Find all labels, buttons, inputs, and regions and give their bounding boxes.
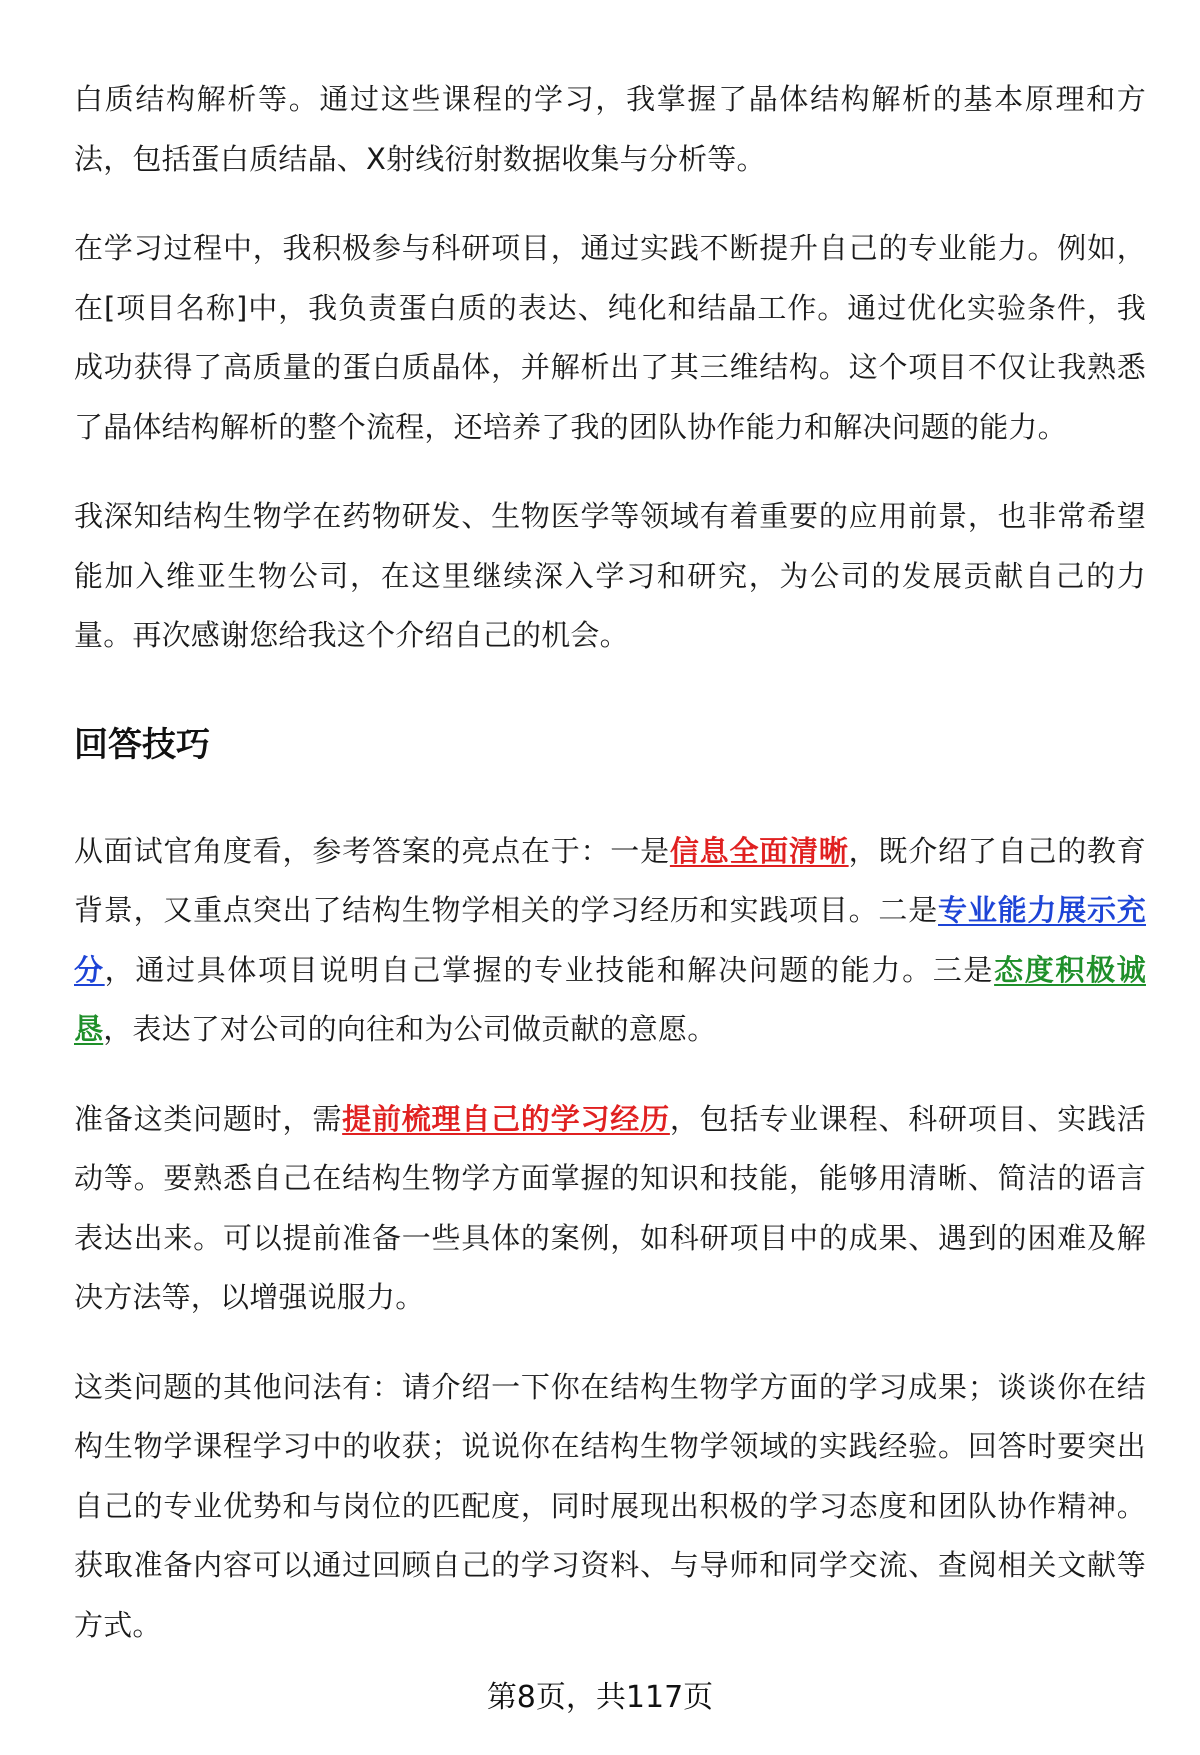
paragraph-tip-highlights	[74, 822, 1146, 1060]
paragraph-project: 在学习过程中，我积极参与科研项目，通过实践不断提升自己的专业能力。例如，在[项目名称]中，我负责蛋白质的表达、纯化和结晶工作。通过优化实验条件，我成功获得了高质量的蛋白质晶体，并解析出了其三维结构。这个项目不仅让我熟悉了晶体结构解析的整个流程，还培养了我的团队协作能力和解决问题的能力。	[74, 231, 1146, 444]
tip-text: 从面试官角度看，参考答案的亮点在于：一是	[74, 833, 670, 868]
tip-text: ，通过具体项目说明自己掌握的专业技能和解决问题的能力。三是	[104, 952, 995, 987]
tip-text: 准备这类问题时，需	[74, 1101, 343, 1136]
tip-text: ，包括专业课程、科研项目、实践活动等。要熟悉自己在结构生物学方面掌握的知识和技能，能够用清晰、简洁的语言表达出来。可以提前准备一些具体的案例，如科研项目中的成果、遇到的困难及解决方法等，以增强说服力。	[74, 1101, 1146, 1314]
paragraph-tip-variants: 这类问题的其他问法有：请介绍一下你在结构生物学方面的学习成果；谈谈你在结构生物学课程学习中的收获；说说你在结构生物学领域的实践经验。回答时要突出自己的专业优势和与岗位的匹配度，同时展现出积极的学习态度和团队协作精神。获取准备内容可以通过回顾自己的学习资料、与导师和同学交流、查阅相关文献等方式。	[74, 1369, 1146, 1642]
paragraph-education: 白质结构解析等。通过这些课程的学习，我掌握了晶体结构解析的基本原理和方法，包括蛋白质结晶、X射线衍射数据收集与分析等。	[74, 82, 1146, 176]
paragraph-tip-preparation	[74, 1090, 1146, 1328]
page-number: 第8页，共117页	[486, 1680, 714, 1715]
section-heading: 回答技巧	[74, 724, 210, 765]
document-body	[74, 70, 1146, 1685]
paragraph-motivation: 我深知结构生物学在药物研发、生物医学等领域有着重要的应用前景，也非常希望能加入维亚生物公司，在这里继续深入学习和研究，为公司的发展贡献自己的力量。再次感谢您给我这个介绍自己的机会。	[74, 499, 1146, 652]
tip-text: ，既介绍了自己的教育背景，又重点突出了结构生物学相关的学习经历和实践项目。二是	[74, 833, 1146, 927]
highlight-info-clear: 信息全面清晰	[669, 833, 849, 868]
tip-text: ，表达了对公司的向往和为公司做贡献的意愿。	[103, 1012, 717, 1046]
highlight-review-experience: 提前梳理自己的学习经历	[342, 1101, 670, 1136]
highlight-skill-display: 专业能力展示充分	[74, 893, 1146, 987]
highlight-attitude: 态度积极诚恳	[74, 952, 1146, 1046]
